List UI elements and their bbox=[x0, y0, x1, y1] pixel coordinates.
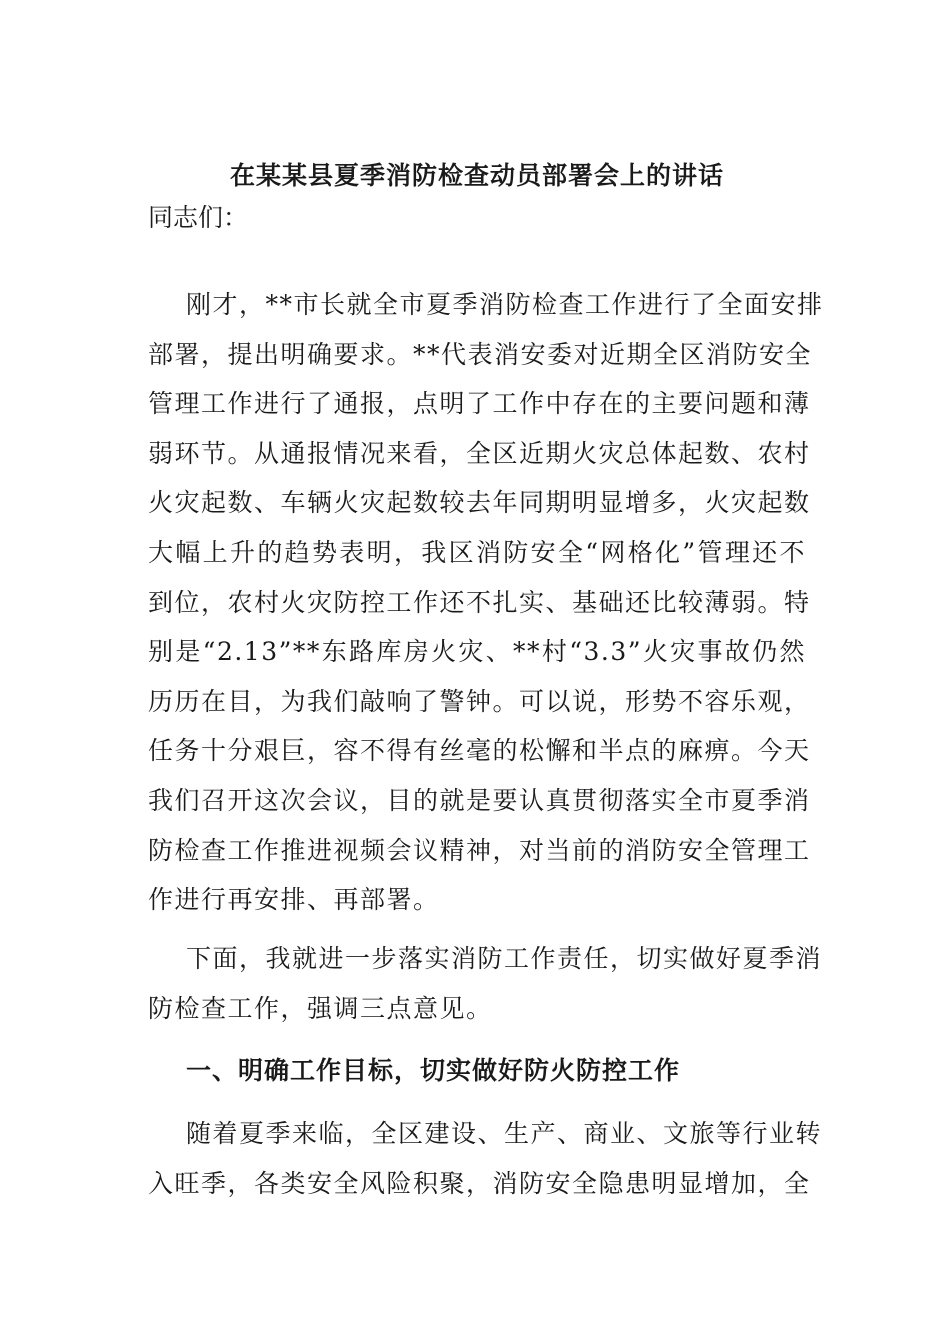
paragraph-line: 我们召开这次会议，目的就是要认真贯彻落实全市夏季消 bbox=[148, 785, 811, 815]
paragraph-opening bbox=[148, 280, 824, 925]
paragraph-line: 防检查工作推进视频会议精神，对当前的消防安全管理工 bbox=[148, 835, 811, 865]
paragraph-line: 入旺季，各类安全风险积聚，消防安全隐患明显增加，全 bbox=[148, 1168, 811, 1198]
paragraph-line: 部署，提出明确要求。**代表消安委对近期全区消防安全 bbox=[148, 339, 813, 369]
paragraph-line: 刚才，**市长就全市夏季消防检查工作进行了全面安排 bbox=[186, 290, 824, 319]
paragraph-line: 历历在目，为我们敲响了警钟。可以说，形势不容乐观， bbox=[148, 686, 811, 716]
paragraph-transition bbox=[148, 934, 823, 1033]
paragraph-section-one bbox=[148, 1109, 823, 1208]
paragraph-line: 下面，我就进一步落实消防工作责任，切实做好夏季消 bbox=[186, 944, 823, 973]
paragraph-line: 任务十分艰巨，容不得有丝毫的松懈和半点的麻痹。今天 bbox=[148, 736, 811, 766]
paragraph-line: 大幅上升的趋势表明，我区消防安全“网格化”管理还不 bbox=[148, 537, 806, 567]
paragraph-line: 火灾起数、车辆火灾起数较去年同期明显增多，火灾起数 bbox=[148, 488, 811, 518]
paragraph-line: 别是“2.13”**东路库房火灾、**村“3.3”火灾事故仍然 bbox=[148, 637, 806, 667]
salutation: 同志们： bbox=[148, 203, 249, 232]
paragraph-line: 管理工作进行了通报，点明了工作中存在的主要问题和薄 bbox=[148, 389, 811, 419]
paragraph-line: 防检查工作，强调三点意见。 bbox=[148, 993, 493, 1023]
paragraph-line: 随着夏季来临，全区建设、生产、商业、文旅等行业转 bbox=[186, 1119, 823, 1148]
paragraph-line: 作进行再安排、再部署。 bbox=[148, 885, 440, 915]
section-heading: 一、明确工作目标，切实做好防火防控工作 bbox=[186, 1056, 681, 1085]
paragraph-line: 弱环节。从通报情况来看，全区近期火灾总体起数、农村 bbox=[148, 438, 811, 468]
paragraph-line: 到位，农村火灾防控工作还不扎实、基础还比较薄弱。特 bbox=[148, 587, 811, 617]
document-title: 在某某县夏季消防检查动员部署会上的讲话 bbox=[229, 161, 724, 190]
